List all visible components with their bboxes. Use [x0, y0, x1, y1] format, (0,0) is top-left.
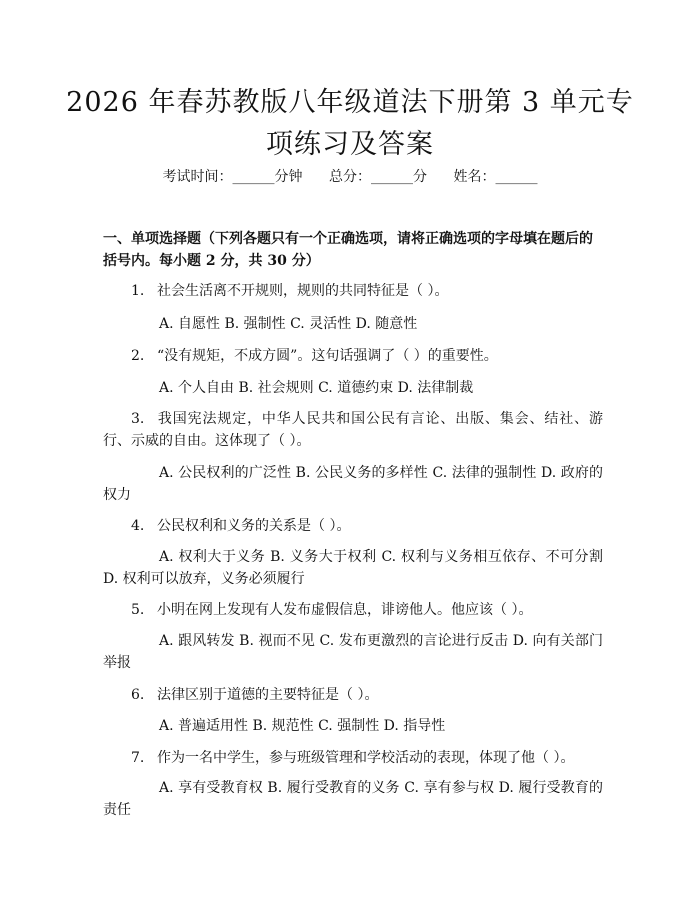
question-text: 作为一名中学生，参与班级管理和学校活动的表现，体现了他（ ）。	[157, 750, 575, 766]
question-6-options: A. 普遍适用性 B. 规范性 C. 强制性 D. 指导性	[159, 718, 446, 734]
question-7-options: A. 享有受教育权 B. 履行受教育的义务 C. 享有参与权 D. 履行受教育的责任	[103, 780, 603, 818]
document-title	[60, 82, 640, 166]
question-number: 6.	[131, 687, 145, 703]
question-5	[103, 599, 603, 621]
question-number: 4.	[131, 518, 145, 534]
question-number: 2.	[131, 348, 145, 364]
question-text: “没有规矩，不成方圆”。这句话强调了（ ）的重要性。	[157, 348, 498, 364]
question-text: 法律区别于道德的主要特征是（ ）。	[157, 687, 379, 703]
question-7	[103, 747, 603, 769]
question-2	[103, 345, 603, 367]
question-5-options: A. 跟风转发 B. 视而不见 C. 发布更激烈的言论进行反击 D. 向有关部门举报	[103, 633, 603, 671]
question-text: 我国宪法规定，中华人民共和国公民有言论、出版、集会、结社、游行、示威的自由。这体现了（ ）。	[103, 411, 603, 449]
student-name-field: 姓名：______	[453, 169, 538, 185]
question-2-options: A. 个人自由 B. 社会规则 C. 道德约束 D. 法律制裁	[159, 380, 474, 396]
exam-time-field: 考试时间：______分钟	[162, 169, 303, 185]
question-number: 5.	[131, 602, 145, 618]
section-heading-single-choice: 一、单项选择题（下列各题只有一个正确选项，请将正确选项的字母填在题后的括号内。每小题 2 分，共 30 分）	[103, 231, 593, 269]
total-score-field: 总分：______分	[329, 169, 427, 185]
question-1	[103, 280, 603, 302]
question-text: 小明在网上发现有人发布虚假信息，诽谤他人。他应该（ ）。	[157, 602, 533, 618]
question-6	[103, 684, 603, 706]
question-3-options: A. 公民权利的广泛性 B. 公民义务的多样性 C. 法律的强制性 D. 政府的权力	[103, 465, 603, 503]
question-4-options: A. 权利大于义务 B. 义务大于权利 C. 权利与义务相互依存、不可分割 D. 权利可以放弃，义务必须履行	[103, 549, 603, 587]
question-4	[103, 515, 603, 537]
question-1-options: A. 自愿性 B. 强制性 C. 灵活性 D. 随意性	[159, 316, 418, 332]
title-line-2: 项练习及答案	[266, 129, 434, 160]
exam-info-line	[0, 166, 700, 188]
question-text: 公民权利和义务的关系是（ ）。	[157, 518, 351, 534]
question-3	[103, 408, 603, 452]
question-text: 社会生活离不开规则，规则的共同特征是（ ）。	[157, 283, 449, 299]
question-number: 1.	[131, 283, 145, 299]
title-line-1: 2026 年春苏教版八年级道法下册第 3 单元专	[66, 87, 634, 118]
question-number: 3.	[131, 411, 145, 427]
question-number: 7.	[131, 750, 145, 766]
